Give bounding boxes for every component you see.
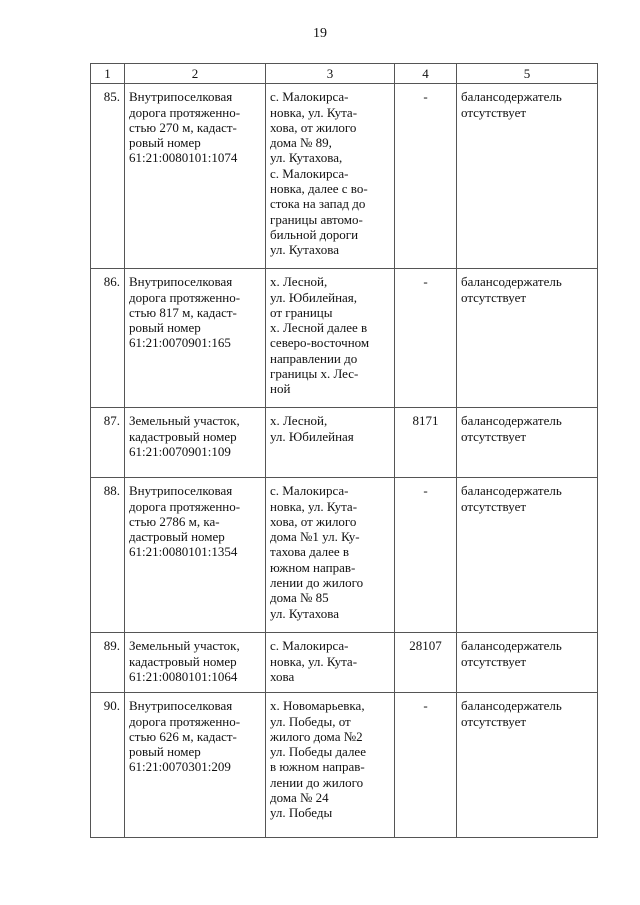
location-cell: [266, 269, 395, 408]
balance-holder-line: балансодержатель: [461, 698, 562, 714]
row-number-cell: 90.: [91, 693, 125, 838]
object-name-line: стью 626 м, кадаст-: [129, 728, 237, 744]
location-line: границы автомо-: [270, 211, 363, 227]
location-line: ул. Юбилейная,: [270, 289, 358, 305]
object-name-cell: [125, 693, 266, 838]
area-cell: -: [395, 269, 457, 408]
location-line: ул. Победы: [270, 805, 333, 821]
object-name-line: 61:21:0080101:1354: [129, 544, 238, 560]
row-number-cell: 87.: [91, 408, 125, 478]
balance-holder-line: отсутствует: [461, 289, 527, 305]
object-name-line: стью 2786 м, ка-: [129, 513, 220, 529]
balance-holder-cell: [457, 269, 598, 408]
object-name-cell: [125, 269, 266, 408]
location-line: ул. Победы далее: [270, 744, 366, 760]
table-row: [91, 408, 598, 478]
location-cell: [266, 693, 395, 838]
location-cell: [266, 633, 395, 693]
location-line: новка, далее с во-: [270, 181, 368, 197]
object-name-cell: [125, 408, 266, 478]
balance-holder-line: балансодержатель: [461, 413, 562, 429]
object-name-line: 61:21:0070301:209: [129, 759, 231, 775]
object-name-line: стью 817 м, кадаст-: [129, 304, 237, 320]
location-line: с. Малокирса-: [270, 483, 349, 499]
location-line: южном направ-: [270, 559, 356, 575]
header-cell: 4: [395, 64, 457, 84]
object-name-line: дастровый номер: [129, 529, 225, 545]
location-line: ул. Юбилейная: [270, 428, 354, 444]
row-number-cell: 86.: [91, 269, 125, 408]
area-cell: 8171: [395, 408, 457, 478]
balance-holder-line: отсутствует: [461, 104, 527, 120]
location-line: тахова далее в: [270, 544, 350, 560]
location-line: новка, ул. Кута-: [270, 104, 358, 120]
location-line: новка, ул. Кута-: [270, 498, 358, 514]
row-number-cell: 88.: [91, 478, 125, 633]
location-line: х. Лесной далее в: [270, 320, 368, 336]
location-line: бильной дороги: [270, 226, 359, 242]
header-cell: 3: [266, 64, 395, 84]
location-line: в южном направ-: [270, 759, 365, 775]
registry-table: [90, 63, 598, 838]
location-line: с. Малокирса-: [270, 165, 349, 181]
object-name-line: стью 270 м, кадаст-: [129, 119, 237, 135]
location-line: дома № 24: [270, 790, 329, 806]
location-line: лении до жилого: [270, 774, 364, 790]
area-cell: 28107: [395, 633, 457, 693]
location-line: лении до жилого: [270, 575, 364, 591]
row-number-cell: 89.: [91, 633, 125, 693]
balance-holder-cell: [457, 633, 598, 693]
balance-holder-line: отсутствует: [461, 713, 527, 729]
location-line: с. Малокирса-: [270, 638, 349, 654]
location-line: северо-восточном: [270, 335, 370, 351]
location-line: с. Малокирса-: [270, 89, 349, 105]
object-name-cell: [125, 84, 266, 269]
object-name-line: Внутрипоселковая: [129, 274, 233, 290]
location-line: ул. Кутахова,: [270, 150, 343, 166]
object-name-line: ровый номер: [129, 744, 201, 760]
object-name-line: 61:21:0080101:1064: [129, 668, 238, 684]
row-number-cell: 85.: [91, 84, 125, 269]
location-line: х. Лесной,: [270, 274, 328, 290]
location-cell: [266, 478, 395, 633]
location-line: х. Лесной,: [270, 413, 328, 429]
object-name-line: Земельный участок,: [129, 638, 240, 654]
object-name-line: Внутрипоселковая: [129, 483, 233, 499]
location-line: от границы: [270, 304, 333, 320]
balance-holder-line: отсутствует: [461, 653, 527, 669]
object-name-line: 61:21:0070901:109: [129, 443, 231, 459]
object-name-line: ровый номер: [129, 135, 201, 151]
object-name-line: дорога протяженно-: [129, 104, 241, 120]
location-line: новка, ул. Кута-: [270, 653, 358, 669]
object-name-line: 61:21:0070901:165: [129, 335, 231, 351]
table-row: [91, 269, 598, 408]
location-line: направлении до: [270, 350, 358, 366]
page-number: 19: [313, 26, 327, 41]
balance-holder-cell: [457, 408, 598, 478]
object-name-line: Земельный участок,: [129, 413, 240, 429]
location-line: хова, от жилого: [270, 513, 357, 529]
location-line: границы х. Лес-: [270, 366, 359, 382]
balance-holder-cell: [457, 478, 598, 633]
area-cell: -: [395, 478, 457, 633]
location-line: ул. Победы, от: [270, 713, 351, 729]
object-name-line: 61:21:0080101:1074: [129, 150, 238, 166]
object-name-line: дорога протяженно-: [129, 713, 241, 729]
object-name-line: Внутрипоселковая: [129, 698, 233, 714]
object-name-line: дорога протяженно-: [129, 289, 241, 305]
header-row: [91, 64, 598, 84]
location-line: хова: [270, 668, 295, 684]
table-row: [91, 478, 598, 633]
location-line: дома № 85: [270, 590, 329, 606]
object-name-line: Внутрипоселковая: [129, 89, 233, 105]
object-name-line: ровый номер: [129, 320, 201, 336]
balance-holder-line: балансодержатель: [461, 274, 562, 290]
object-name-cell: [125, 478, 266, 633]
balance-holder-line: балансодержатель: [461, 89, 562, 105]
balance-holder-cell: [457, 84, 598, 269]
location-line: жилого дома №2: [270, 728, 363, 744]
table-row: [91, 633, 598, 693]
location-line: хова, от жилого: [270, 119, 357, 135]
object-name-line: дорога протяженно-: [129, 498, 241, 514]
balance-holder-line: балансодержатель: [461, 483, 562, 499]
location-line: ной: [270, 381, 291, 397]
location-line: ул. Кутахова: [270, 605, 339, 621]
object-name-cell: [125, 633, 266, 693]
location-line: ул. Кутахова: [270, 242, 339, 258]
location-line: х. Новомарьевка,: [270, 698, 365, 714]
balance-holder-line: балансодержатель: [461, 638, 562, 654]
header-cell: 2: [125, 64, 266, 84]
object-name-line: кадастровый номер: [129, 653, 237, 669]
area-cell: -: [395, 693, 457, 838]
location-cell: [266, 408, 395, 478]
balance-holder-line: отсутствует: [461, 428, 527, 444]
location-cell: [266, 84, 395, 269]
area-cell: -: [395, 84, 457, 269]
header-cell: 5: [457, 64, 598, 84]
location-line: стока на запад до: [270, 196, 366, 212]
balance-holder-cell: [457, 693, 598, 838]
location-line: дома № 89,: [270, 135, 332, 151]
table-row: [91, 84, 598, 269]
location-line: дома №1 ул. Ку-: [270, 529, 360, 545]
object-name-line: кадастровый номер: [129, 428, 237, 444]
balance-holder-line: отсутствует: [461, 498, 527, 514]
table-row: [91, 693, 598, 838]
header-cell: 1: [91, 64, 125, 84]
